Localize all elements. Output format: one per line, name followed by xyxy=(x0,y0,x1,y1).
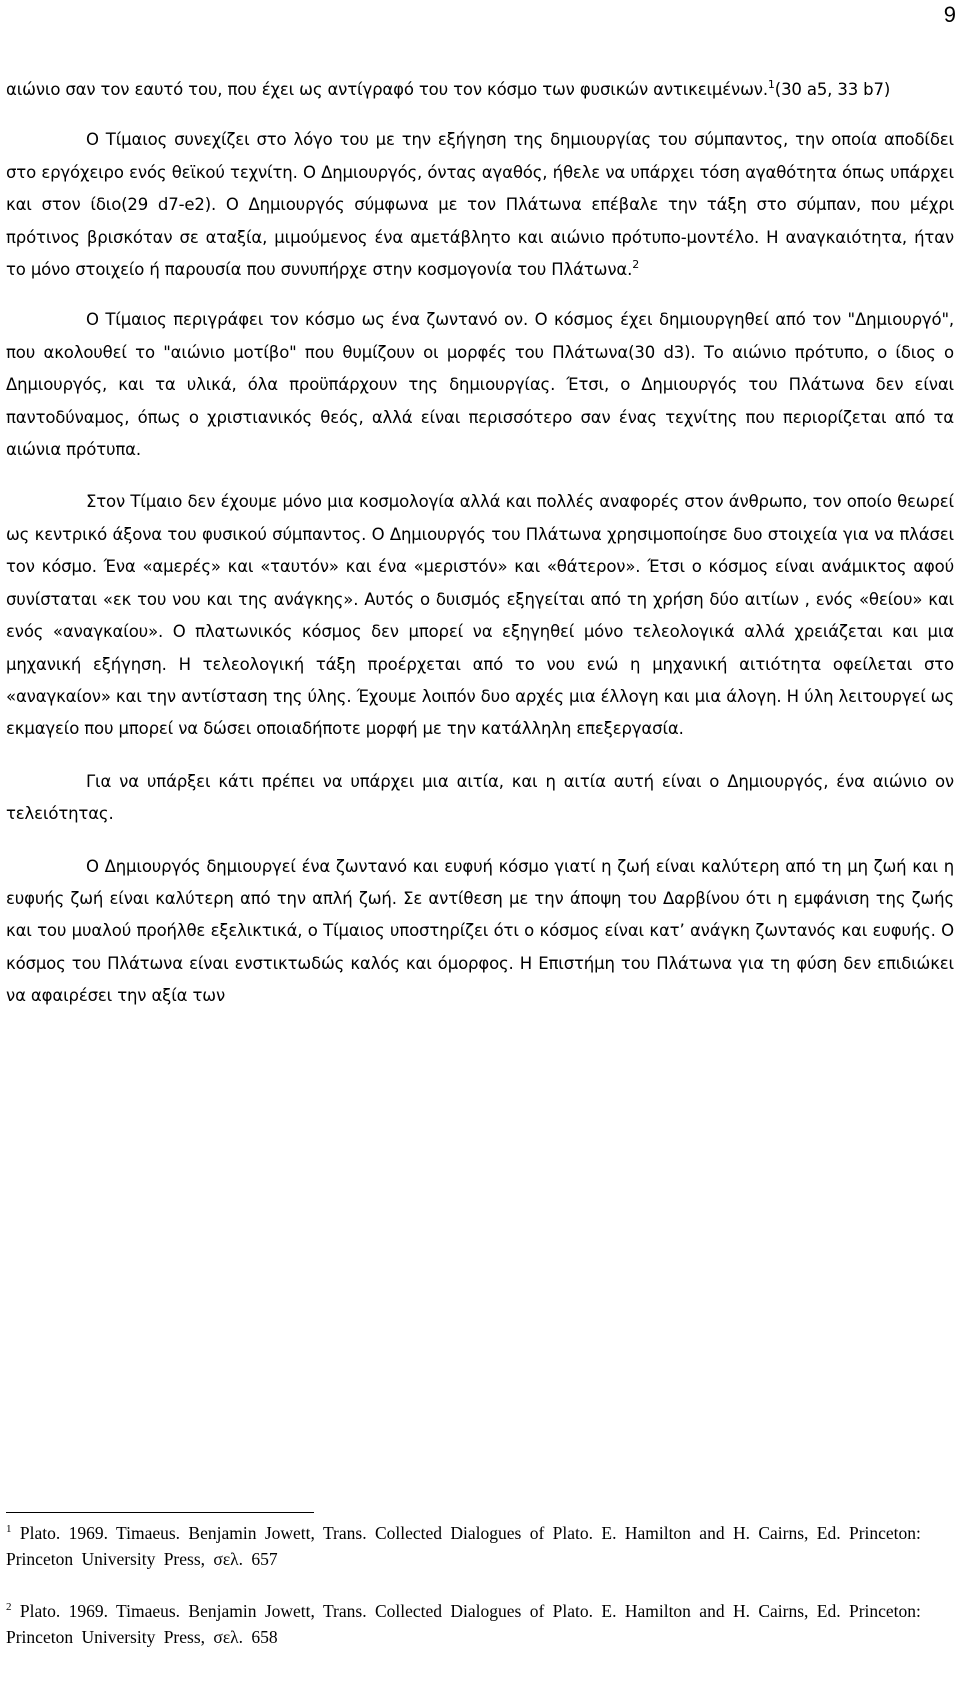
footnote-separator xyxy=(6,1512,314,1513)
paragraph-text: Για να υπάρξει κάτι πρέπει να υπάρχει μια αιτία, και η αιτία αυτή είναι ο Δημιουργός, ένα αιώνιο ον τελειότητας. xyxy=(6,771,954,824)
paragraph-1 xyxy=(6,74,954,106)
footnote-2 xyxy=(6,1598,954,1650)
page-number: 9 xyxy=(943,2,956,27)
paragraph-3 xyxy=(6,304,954,466)
footnote-text: Plato. 1969. Timaeus. Benjamin Jowett, Trans. Collected Dialogues of Plato. E. Hamilton and H. Cairns, Ed. Princeton: Princeton University Press, σελ. 657 xyxy=(6,1523,921,1569)
footnote-number: 1 xyxy=(6,1523,12,1535)
paragraph-5 xyxy=(6,766,954,831)
paragraph-text: Στον Τίμαιο δεν έχουμε μόνο μια κοσμολογία αλλά και πολλές αναφορές στον άνθρωπο, τον οποίο θεωρεί ως κεντρικό άξονα του φυσικού σύμπαντος. Ο Δημιουργός του Πλάτωνα χρησιμοποίησε δυο στοιχεία για να πλάσει τον κόσμο. Ένα «αμερές» και «ταυτόν» και ένα «μεριστόν» και «θάτερον». Έτσι ο κόσμος είναι ανάμικτος αφού συνίσταται «εκ του νου και της ανάγκης». Αυτός ο δυισμός εξηγείται από τη χρήση δύο αιτίων , ενός «θείου» και ενός «αναγκαίου». Ο πλατωνικός κόσμος δεν μπορεί να εξηγηθεί μόνο τελεολογικά αλλά χρειάζεται και μια μηχανική εξήγηση. Η τελεολογική τάξη προέρχεται από το νου ενώ η μηχανική αιτιότητα οφείλεται στο «αναγκαίον» και την αντίσταση της ύλης. Έχουμε λοιπόν δυο αρχές μια έλλογη και μια άλογη. Η ύλη λειτουργεί ως εκμαγείο που μπορεί να δώσει οποιαδήποτε μορφή με την κατάλληλη επεξεργασία. xyxy=(6,492,954,739)
footnotes xyxy=(6,1520,954,1650)
paragraph-text: (30 a5, 33 b7) xyxy=(774,80,891,99)
paragraph-text: Ο Τίμαιος περιγράφει τον κόσμο ως ένα ζωντανό ον. Ο κόσμος έχει δημιουργηθεί από τον "Δημιουργό", που ακολουθεί το "αιώνιο μοτίβο" που θυμίζουν οι μορφές του Πλάτωνα(30 d3). Το αιώνιο πρότυπο, ο ίδιος ο Δημιουργός, και τα υλικά, όλα προϋπάρχουν της δημιουργίας. Έτσι, ο Δημιουργός του Πλάτωνα δεν είναι παντοδύναμος, όπως ο χριστιανικός θεός, αλλά είναι περισσότερο σαν ένας τεχνίτης που περιορίζεται από τα αιώνια πρότυπα. xyxy=(6,310,954,460)
footnote-text: Plato. 1969. Timaeus. Benjamin Jowett, Trans. Collected Dialogues of Plato. E. Hamilton and H. Cairns, Ed. Princeton: Princeton University Press, σελ. 658 xyxy=(6,1601,921,1647)
body-text xyxy=(6,74,954,1013)
paragraph-text: Ο Δημιουργός δημιουργεί ένα ζωντανό και ευφυή κόσμο γιατί η ζωή είναι καλύτερη από τη μη ζωή και η ευφυής ζωή είναι καλύτερη από την απλή ζωή. Σε αντίθεση με την άποψη του Δαρβίνου ότι η εμφάνιση της ζωής και του μυαλού προήλθε εξελικτικά, ο Τίμαιος υποστηρίζει ότι ο κόσμος είναι κατ’ ανάγκη ζωντανός και ευφυής. Ο κόσμος του Πλάτωνα είναι ενστικτωδώς καλός και όμορφος. Η Επιστήμη του Πλάτωνα για τη φύση δεν επιδιώκει να αφαιρέσει την αξία των xyxy=(6,856,954,1006)
footnote-number: 2 xyxy=(6,1601,12,1613)
paragraph-text: αιώνιο σαν τον εαυτό του, που έχει ως αντίγραφό του τον κόσμο των φυσικών αντικειμένων. xyxy=(6,80,768,99)
footnote-ref-2[interactable]: 2 xyxy=(632,258,640,272)
paragraph-6 xyxy=(6,851,954,1013)
paragraph-text: Ο Τίμαιος συνεχίζει στο λόγο του με την εξήγηση της δημιουργίας του σύμπαντος, την οποία αποδίδει στο εργόχειρο ενός θεϊκού τεχνίτη. Ο Δημιουργός, όντας αγαθός, ήθελε να υπάρχει τόση αγαθότητα όπως υπάρχει και στον ίδιο(29 d7-e2). Ο Δημιουργός σύμφωνα με τον Πλάτωνα επέβαλε την τάξη στο σύμπαν, που μέχρι πρότινος βρισκόταν σε αταξία, μιμούμενος ένα αμετάβλητο και αιώνιο πρότυπο-μοντέλο. Η αναγκαιότητα, ήταν το μόνο στοιχείο ή παρουσία που συνυπήρχε στην κοσμογονία του Πλάτωνα. xyxy=(6,130,954,280)
footnote-ref-1[interactable]: 1 xyxy=(767,78,775,91)
paragraph-2 xyxy=(6,124,954,286)
footnote-1 xyxy=(6,1520,954,1572)
paragraph-4 xyxy=(6,486,954,745)
